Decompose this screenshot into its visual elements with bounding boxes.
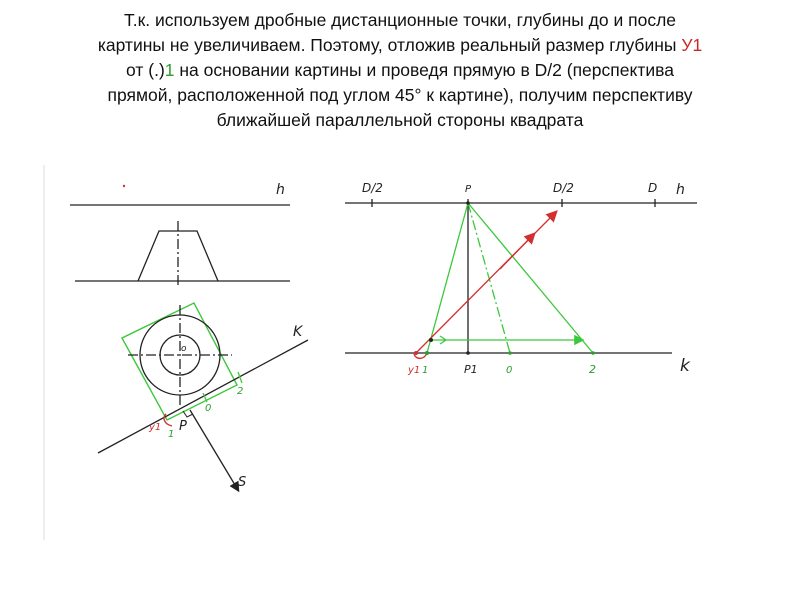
left-drawing xyxy=(70,182,308,490)
red-arrow-mid xyxy=(500,234,534,269)
left-label-k: K xyxy=(293,324,303,340)
caption-y1-highlight: У1 xyxy=(681,35,703,55)
left-small-dot xyxy=(123,185,125,187)
caption-line-1: Т.к. используем дробные дистанционные точки, глубины до и после xyxy=(123,10,677,30)
right-label-d2-right: D/2 xyxy=(553,181,574,195)
right-label-y1: у1 xyxy=(408,365,421,376)
left-label-1: 1 xyxy=(168,429,175,440)
left-picture-plane-k xyxy=(98,340,308,453)
green-line-p-to-1 xyxy=(427,203,468,353)
right-label-1: 1 xyxy=(422,365,429,376)
point-0 xyxy=(508,351,512,355)
point-near-corner xyxy=(429,338,433,342)
point-2 xyxy=(591,351,595,355)
right-label-d: D xyxy=(648,181,658,195)
right-label-k: k xyxy=(680,356,690,376)
plan-center-label: o xyxy=(181,344,187,354)
point-1 xyxy=(425,351,429,355)
left-label-2: 2 xyxy=(237,386,244,397)
sight-direction-s xyxy=(190,410,238,490)
left-label-0: 0 xyxy=(205,403,212,414)
left-label-p: P xyxy=(179,419,187,434)
left-label-s: S xyxy=(238,475,247,490)
right-label-0: 0 xyxy=(506,365,513,376)
right-label-p: P xyxy=(465,184,472,195)
right-label-d2-left: D/2 xyxy=(362,181,383,195)
caption-line-3-end: на основании картины и проведя прямую в D/2 (перспектива xyxy=(174,60,674,80)
point-p xyxy=(466,201,470,205)
caption-point-1-highlight: 1 xyxy=(164,60,175,80)
right-label-p1: P1 xyxy=(464,363,478,376)
point-p1 xyxy=(466,351,470,355)
caption-line-3-start: от (.) xyxy=(126,60,165,80)
left-label-y1: у1 xyxy=(149,422,162,433)
left-label-h: h xyxy=(276,182,285,198)
trapezoid-profile xyxy=(138,231,218,281)
caption-line-4: прямой, расположенной под углом 45° к картине), получим перспективу xyxy=(107,85,693,105)
point-y1 xyxy=(414,351,418,355)
green-line-p-to-2 xyxy=(468,203,593,353)
right-drawing xyxy=(345,181,697,376)
caption-line-2-text: картины не увеличиваем. Поэтому, отложив реальный размер глубины xyxy=(97,35,682,55)
caption-line-5: ближайшей параллельной стороны квадрата xyxy=(216,110,584,130)
green-dashdot-p-to-0 xyxy=(468,203,510,353)
right-label-h: h xyxy=(676,182,685,198)
right-label-2: 2 xyxy=(589,363,596,376)
